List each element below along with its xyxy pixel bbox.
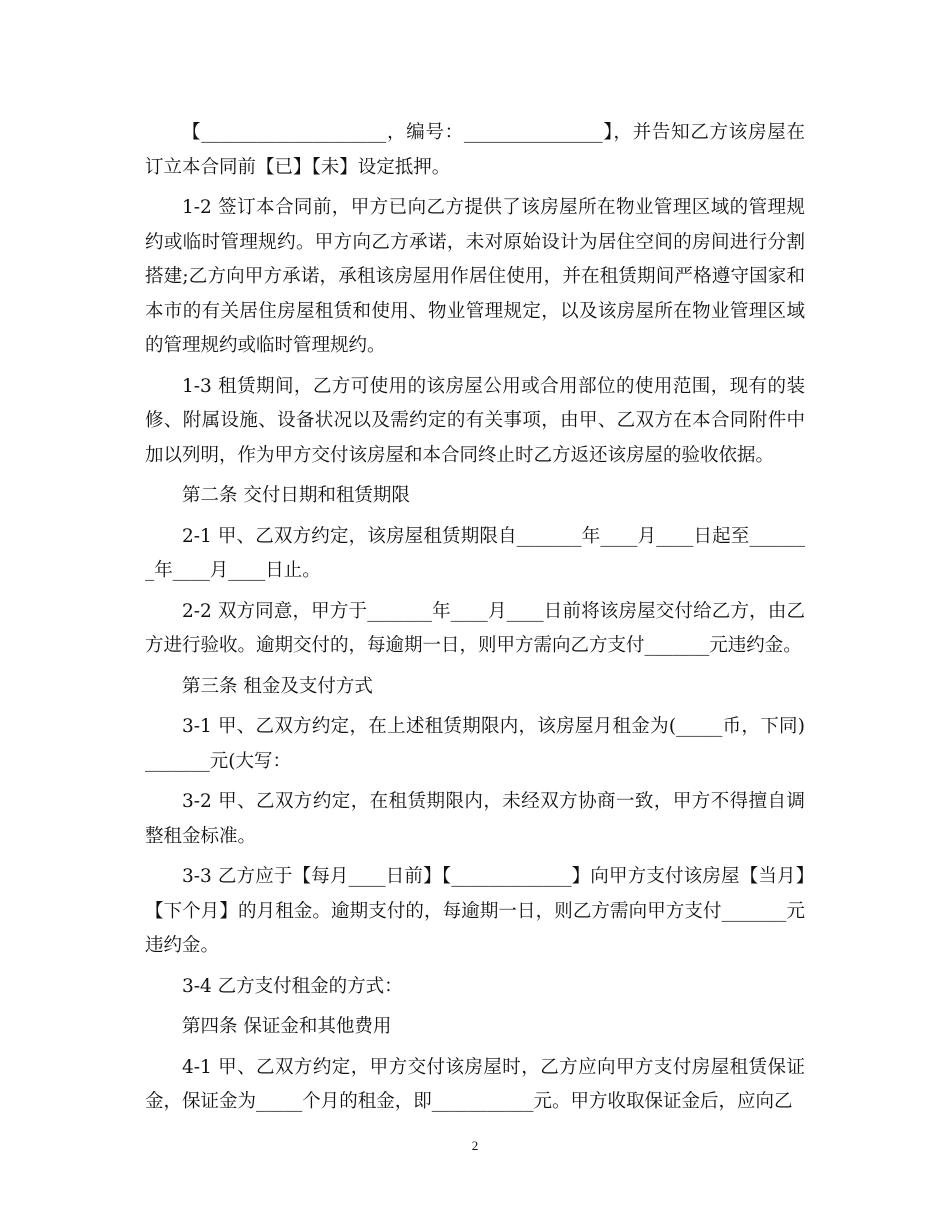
paragraph-2-2: 2-2 双方同意，甲方于_______年____月____日前将该房屋交付给乙方，由乙方进行验收。逾期交付的，每逾期一日，则甲方需向乙方支付_______元违约金。 [145,600,805,656]
page-number: 2 [471,1138,479,1153]
paragraph-2-1: 2-1 甲、乙双方约定，该房屋租赁期限自_______年____月____日起至_______年____月____日止。 [145,525,805,581]
paragraph-1-2: 1-2 签订本合同前，甲方已向乙方提供了该房屋所在物业管理区域的管理规约或临时管理规约。甲方向乙方承诺，未对原始设计为居住空间的房间进行分割搭建;乙方向甲方承诺，承租该房屋用作居住使用，并在租赁期间严格遵守国家和本市的有关居住房屋租赁和使用、物业管理规定，以及该房屋所在物业管理区域的管理规约或临时管理规约。 [145,197,805,356]
paragraph-4-1: 4-1 甲、乙双方约定，甲方交付该房屋时，乙方应向甲方支付房屋租赁保证金，保证金为_____个月的租金，即___________元。甲方收取保证金后，应向乙 [145,1056,805,1112]
heading-article-4: 第四条 保证金和其他费用 [182,1016,392,1037]
paragraph-3-1: 3-1 甲、乙双方约定，在上述租赁期限内，该房屋月租金为(_____币，下同)_______元(大写： [145,716,805,772]
paragraph-3-2: 3-2 甲、乙双方约定，在租赁期限内，未经双方协商一致，甲方不得擅自调整租金标准。 [145,791,805,847]
heading-article-3: 第三条 租金及支付方式 [182,675,373,697]
paragraph-3-3: 3-3 乙方应于【每月____日前】【_____________】向甲方支付该房屋【当月】【下个月】的月租金。逾期支付的，每逾期一日，则乙方需向甲方支付_______元违约金。 [145,866,805,956]
paragraph-mortgage-notice: 【____________________，编号：_______________】，并告知乙方该房屋在订立本合同前【已】【未】设定抵押。 [145,122,805,178]
heading-article-2: 第二条 交付日期和租赁期限 [182,485,410,506]
paragraph-3-4: 3-4 乙方支付租金的方式： [182,975,403,997]
paragraph-1-3: 1-3 租赁期间，乙方可使用的该房屋公用或合用部位的使用范围，现有的装修、附属设施、设备状况以及需约定的有关事项，由甲、乙双方在本合同附件中加以列明，作为甲方交付该房屋和本合同终止时乙方返还该房屋的验收依据。 [145,375,805,466]
document-body [145,116,805,1126]
